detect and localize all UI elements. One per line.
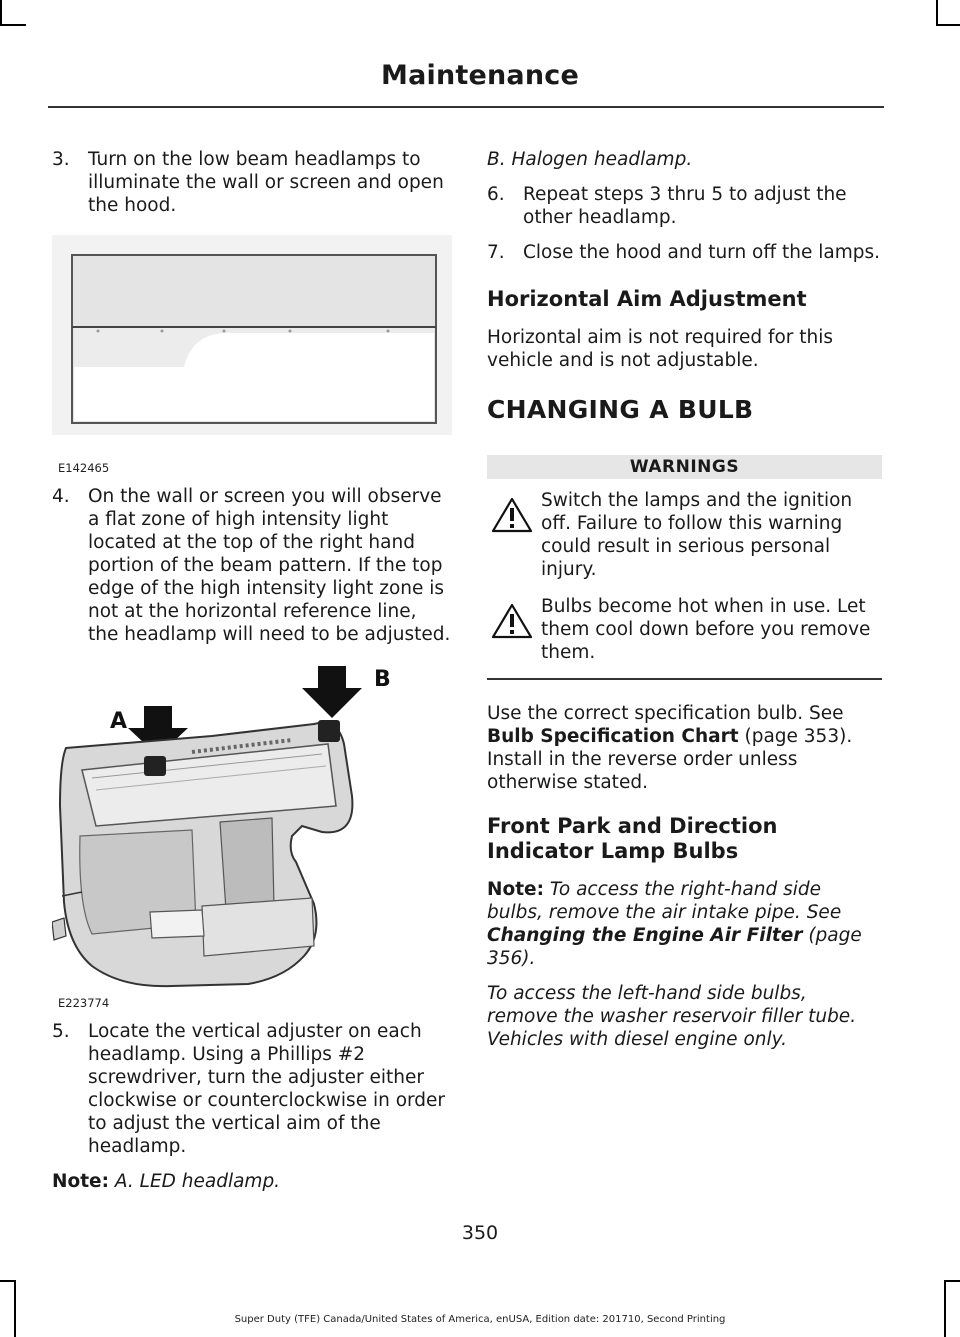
step-number: 6. <box>487 184 505 205</box>
step-text: Locate the vertical adjuster on each headlamp. Using a Phillips #2 screwdriver, turn the adjuster either clockwise or counterclockwise in order to adjust the vertical aim of the headlamp. <box>88 1021 446 1157</box>
spec-text: Use the correct specification bulb. See <box>487 703 844 724</box>
section-heading-front-park: Front Park and Direction Indicator Lamp Bulbs <box>487 814 778 863</box>
step-number: 7. <box>487 242 505 263</box>
step-number: 5. <box>52 1021 70 1042</box>
crop-mark <box>936 0 938 26</box>
warning-item <box>487 489 882 581</box>
step-7 <box>487 241 882 264</box>
step-text: Repeat steps 3 thru 5 to adjust the other headlamp. <box>523 184 847 228</box>
page-header-title: Maintenance <box>381 60 579 91</box>
step-text: Close the hood and turn off the lamps. <box>523 242 881 263</box>
chapter-heading-changing-a-bulb: CHANGING A BULB <box>487 395 754 424</box>
warnings-heading: WARNINGS <box>487 455 882 479</box>
step-5 <box>52 1020 452 1158</box>
step-3 <box>52 148 452 217</box>
halogen-caption: B. Halogen headlamp. <box>487 149 693 170</box>
beam-pattern-figure <box>52 235 452 473</box>
left-hand-access-text: To access the left-hand side bulbs, remove the washer reservoir filler tube. Vehicles with diesel engine only. <box>487 983 857 1050</box>
warning-triangle-icon <box>491 603 533 639</box>
headlamp-illustration <box>52 666 452 996</box>
callout-b: B <box>374 667 391 692</box>
spec-page-ref: (page 353). <box>744 726 853 747</box>
step-6 <box>487 183 882 229</box>
warning-item <box>487 595 882 664</box>
note-page-ref: (page 356). <box>487 925 862 969</box>
section-heading-horizontal-aim: Horizontal Aim Adjustment <box>487 287 807 311</box>
step-number: 4. <box>52 486 70 507</box>
header-divider <box>48 106 884 108</box>
note-text: To access the right-hand side bulbs, remove the air intake pipe. See <box>487 879 842 923</box>
page-number: 350 <box>461 1222 499 1244</box>
note-text: A. LED headlamp. <box>114 1171 281 1192</box>
bulb-spec-chart-link[interactable]: Bulb Specification Chart <box>487 726 739 747</box>
right-column <box>487 148 882 1051</box>
crop-mark <box>944 1280 960 1282</box>
step-4 <box>52 485 452 646</box>
figure-code: E142465 <box>58 461 110 475</box>
left-column <box>52 148 452 1193</box>
note-led <box>52 1170 452 1193</box>
crop-mark <box>14 1280 16 1337</box>
crop-mark <box>0 1280 16 1282</box>
callout-a: A <box>110 709 128 734</box>
page-footer: Super Duty (TFE) Canada/United States of America, enUSA, Edition date: 201710, Second Printing <box>234 1314 726 1325</box>
horizontal-aim-text: Horizontal aim is not required for this vehicle and is not adjustable. <box>487 327 834 371</box>
warning-text: Bulbs become hot when in use. Let them cool down before you remove them. <box>541 596 871 663</box>
step-text: On the wall or screen you will observe a flat zone of high intensity light located at the top of the right hand portion of the beam pattern. If the top edge of the high intensity light zone is not at the horizontal reference line, the headlamp will need to be adjusted. <box>88 486 451 645</box>
note-label: Note: <box>487 879 544 900</box>
warning-text: Switch the lamps and the ignition off. Failure to follow this warning could result in serious personal injury. <box>541 490 853 580</box>
note-right-hand <box>487 878 882 970</box>
headlamp-figure <box>52 666 452 1008</box>
crop-mark <box>0 24 26 26</box>
beam-pattern-illustration <box>52 235 452 445</box>
crop-mark <box>0 0 2 26</box>
spec-paragraph <box>487 702 882 794</box>
engine-air-filter-link[interactable]: Changing the Engine Air Filter <box>487 925 803 946</box>
crop-mark <box>936 24 960 26</box>
warning-triangle-icon <box>491 497 533 533</box>
step-number: 3. <box>52 149 70 170</box>
step-text: Turn on the low beam headlamps to illuminate the wall or screen and open the hood. <box>88 149 444 216</box>
warnings-divider <box>487 678 882 680</box>
spec-post-text: Install in the reverse order unless otherwise stated. <box>487 749 798 793</box>
note-label: Note: <box>52 1171 109 1192</box>
crop-mark <box>944 1280 946 1337</box>
figure-code: E223774 <box>58 996 110 1010</box>
